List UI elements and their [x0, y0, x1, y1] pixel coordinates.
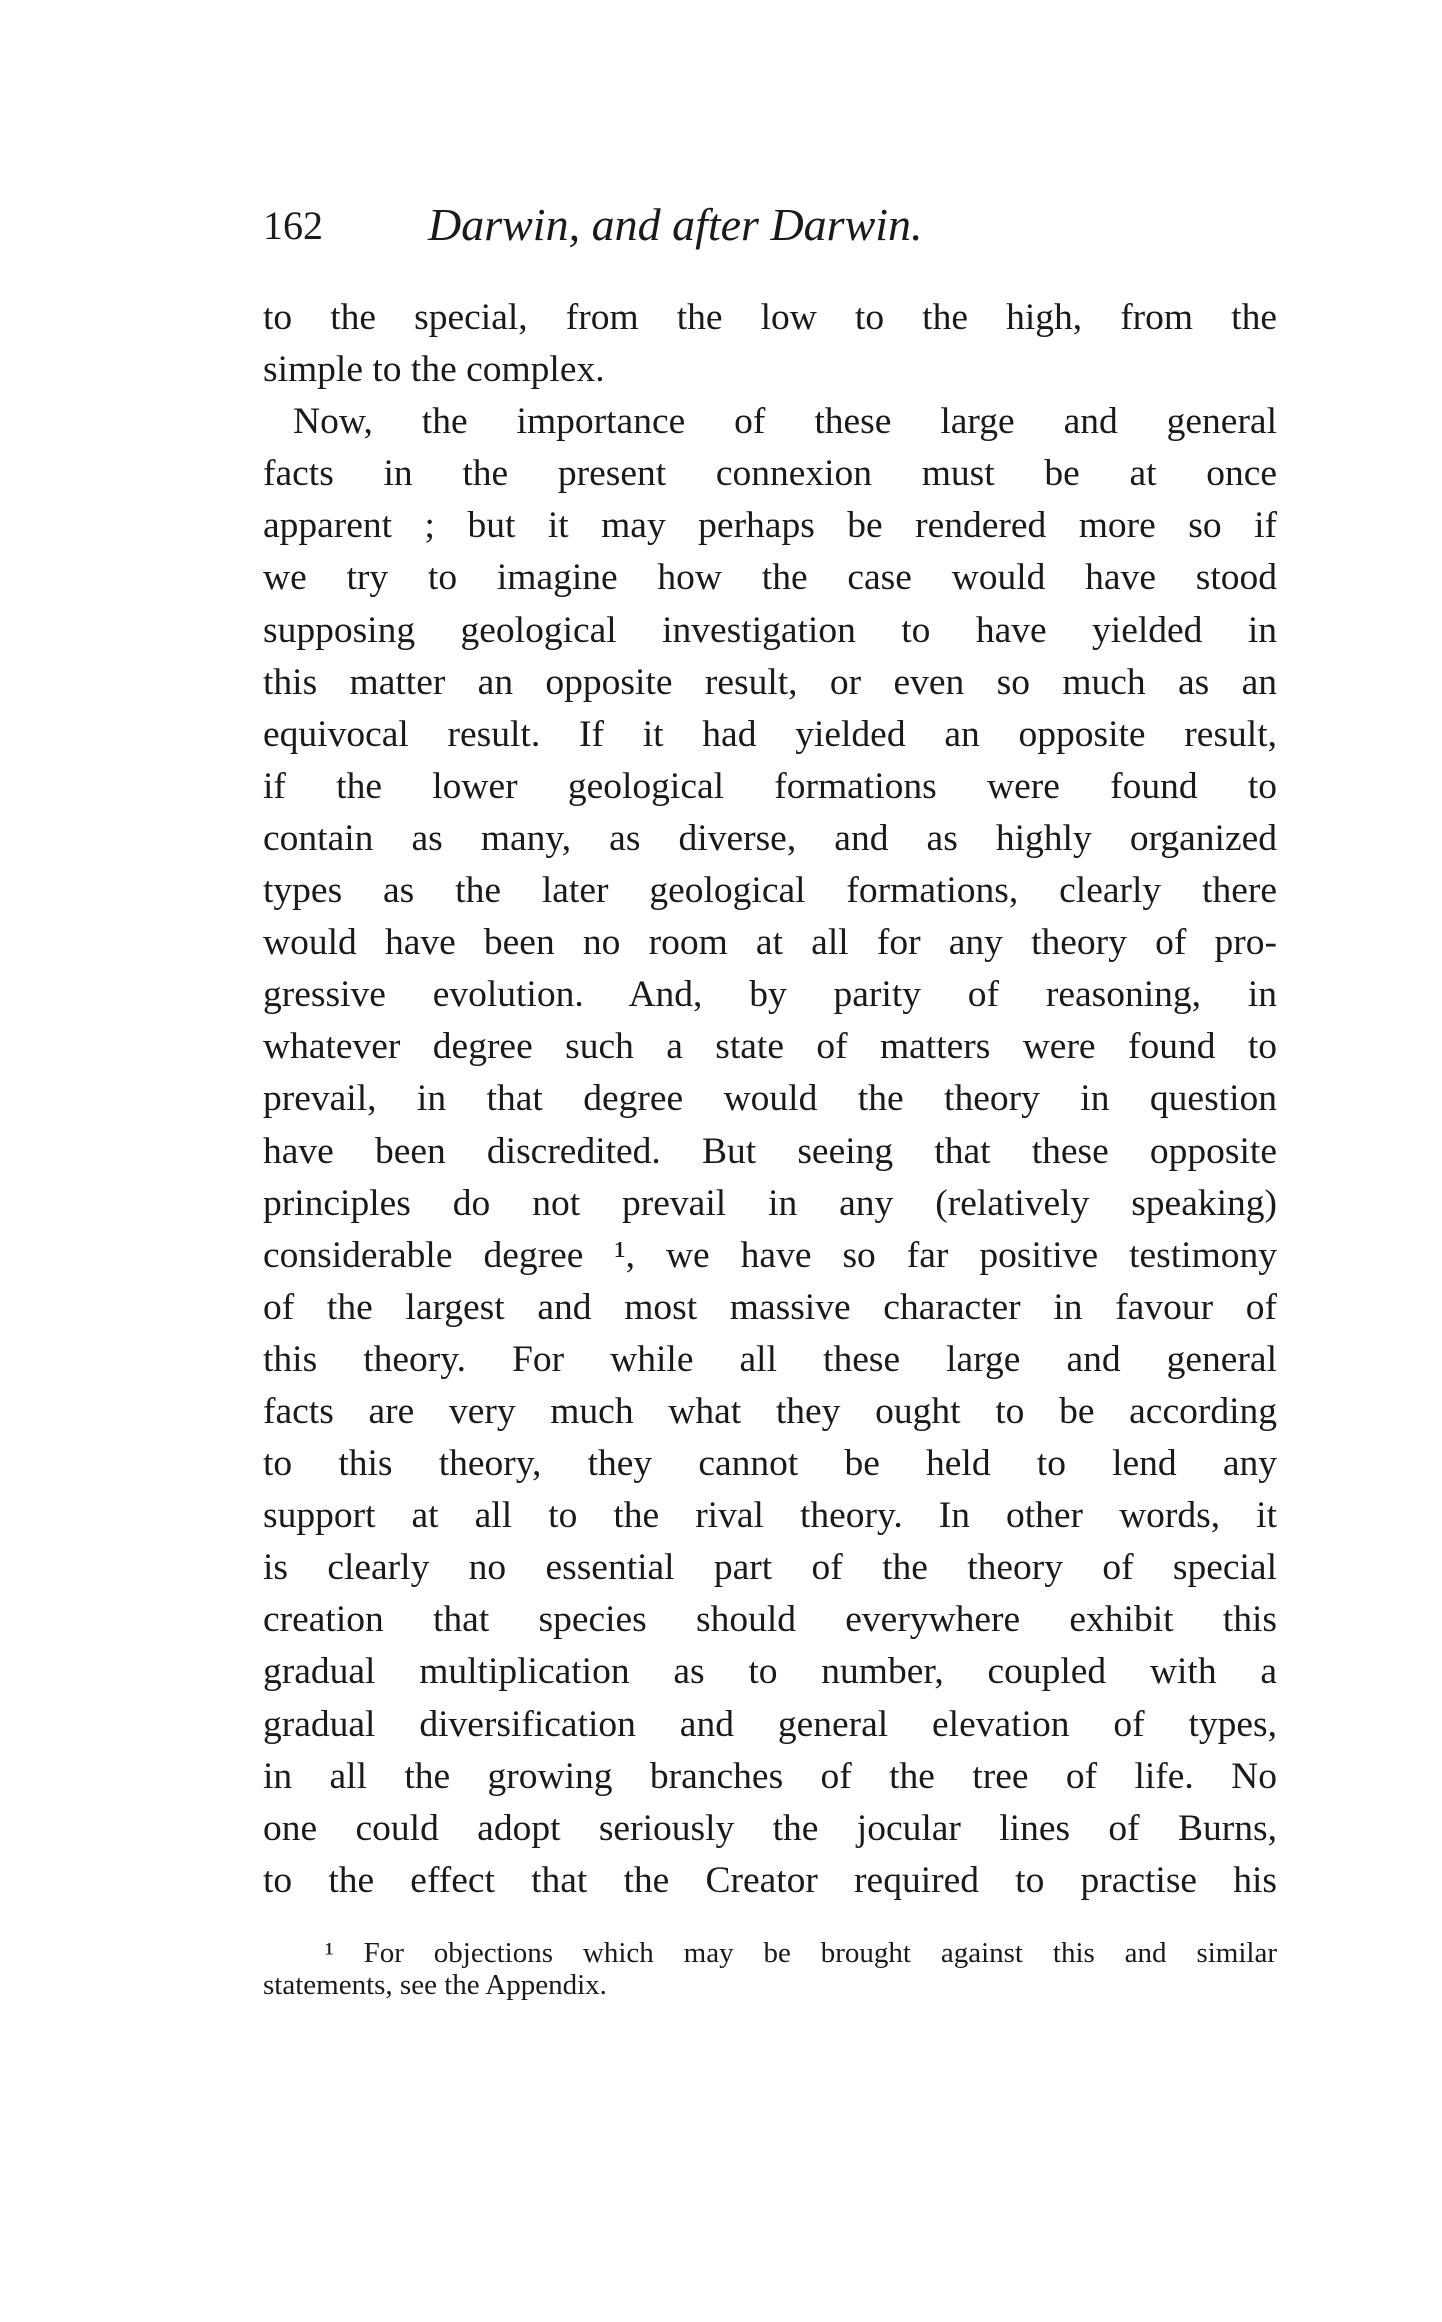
text-line: gradual multiplication as to number, coupled with a [263, 1651, 1277, 1693]
text-line: facts in the present connexion must be at once [263, 453, 1277, 495]
text-line: whatever degree such a state of matters were found to [263, 1026, 1277, 1068]
text-line: considerable degree ¹, we have so far positive testimony [263, 1234, 1277, 1276]
footnote-line: statements, see the Appendix. [263, 1969, 607, 2001]
text-line: supposing geological investigation to have yielded in [263, 609, 1277, 651]
text-line: is clearly no essential part of the theory of special [263, 1547, 1277, 1589]
text-line: this theory. For while all these large and general [263, 1338, 1277, 1380]
text-line: one could adopt seriously the jocular lines of Burns, [263, 1807, 1277, 1849]
text-line: we try to imagine how the case would have stood [263, 557, 1277, 599]
text-line: prevail, in that degree would the theory in question [263, 1078, 1277, 1120]
text-line: support at all to the rival theory. In other words, it [263, 1495, 1277, 1537]
text-line: apparent ; but it may perhaps be rendered more so if [263, 505, 1277, 547]
text-line: if the lower geological formations were found to [263, 765, 1277, 807]
text-line: simple to the complex. [263, 349, 605, 391]
text-line: would have been no room at all for any theory of pro- [263, 922, 1277, 964]
text-line: have been discredited. But seeing that these opposite [263, 1130, 1277, 1172]
text-line: gressive evolution. And, by parity of reasoning, in [263, 974, 1277, 1016]
text-line: contain as many, as diverse, and as highly organized [263, 817, 1277, 859]
text-line: gradual diversification and general elevation of types, [263, 1703, 1277, 1745]
footnote [263, 1937, 1277, 2001]
page-number: 162 [263, 203, 323, 248]
running-header [263, 198, 1163, 258]
text-line: creation that species should everywhere exhibit this [263, 1599, 1277, 1641]
text-line: equivocal result. If it had yielded an opposite result, [263, 713, 1277, 755]
text-line: to this theory, they cannot be held to lend any [263, 1443, 1277, 1485]
text-line: this matter an opposite result, or even so much as an [263, 661, 1277, 703]
footnote-line: ¹ For objections which may be brought against this and similar [325, 1937, 1277, 1969]
text-line: to the effect that the Creator required to practise his [263, 1859, 1277, 1901]
text-line: in all the growing branches of the tree of life. No [263, 1755, 1277, 1797]
text-line: principles do not prevail in any (relatively speaking) [263, 1182, 1277, 1224]
text-line: types as the later geological formations, clearly there [263, 870, 1277, 912]
running-title: Darwin, and after Darwin. [428, 199, 923, 250]
text-line: facts are very much what they ought to be according [263, 1390, 1277, 1432]
text-line: to the special, from the low to the high, from the [263, 297, 1277, 338]
text-line: of the largest and most massive character in favour of [263, 1286, 1277, 1328]
body-text [263, 292, 1277, 1907]
text-line: Now, the importance of these large and general [293, 401, 1277, 443]
